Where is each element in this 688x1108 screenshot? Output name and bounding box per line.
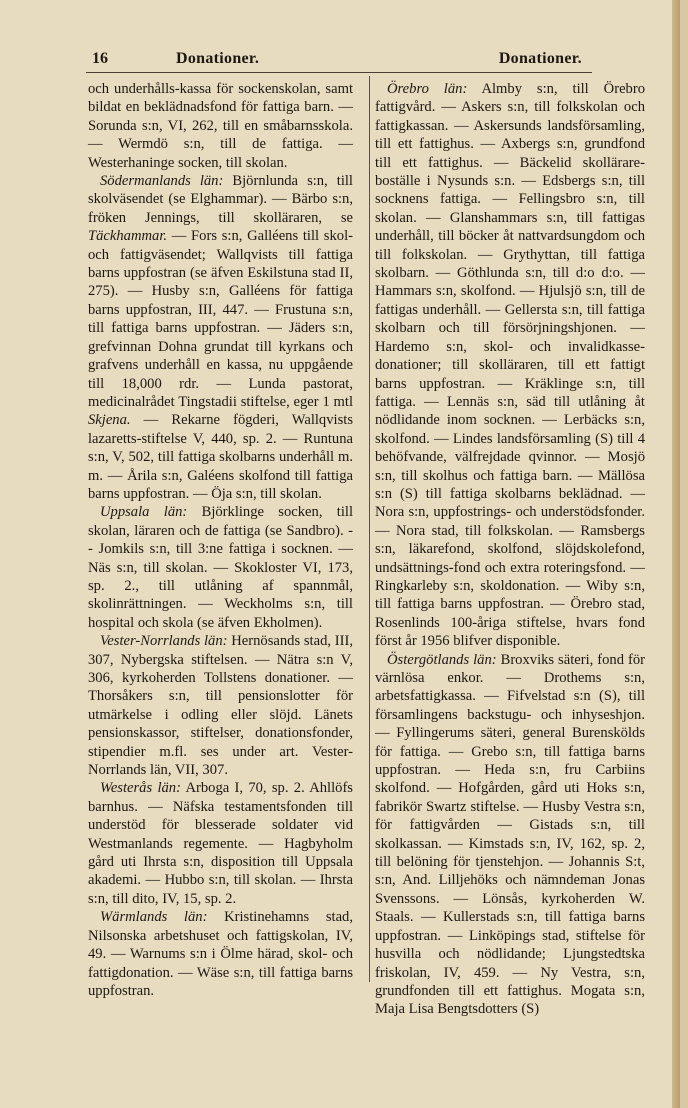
section-heading: Uppsala län: bbox=[100, 504, 188, 521]
paragraph bbox=[88, 779, 353, 908]
running-head-right: Donationer. bbox=[498, 50, 582, 67]
running-head-left: Donationer. bbox=[176, 50, 260, 67]
page-number: 16 bbox=[92, 50, 108, 67]
section-heading: Vester-Norrlands län: bbox=[100, 633, 228, 650]
paragraph bbox=[88, 908, 353, 1000]
paragraph-text: Arboga I, 70, sp. 2. Ahllöfs barnhus. — Näfska testamentsfonden till understöd för blesserade soldater vid Westmanlands regemente. — Hagbyholm gård uti Ihrsta s:n, disposition till Uppsala akademi. — Hubbo s:n, till skolan. — Ihrsta s:n, till dito, IV, 15, sp. 2. bbox=[88, 780, 353, 907]
paragraph bbox=[375, 651, 645, 1019]
paragraph-text: Björklinge socken, till skolan, läraren och de fattiga (se Sandbro). - - Jomkils s:n, till 3:ne fattiga i socknen. — Näs s:n, till skolan. — Skokloster VI, 173, sp. 2., till utlåning af spannmål, skolinrättningen. — Weckholms s:n, till hospital och skola (se äfven Ekholmen). bbox=[88, 504, 353, 631]
section-heading: Wärmlands län: bbox=[100, 909, 208, 926]
paragraph-text: Broxviks säteri, fond för värnlösa enkor. — Drothems s:n, arbetsfattigkassa. — Fifvelstad s:n (S), till församlingens backstugu- och inhyseshjon. — Fyllingerums säteri, general Burenskölds för fattiga. — Grebo s:n, till fattiga barns uppfostran. — Heda s:n, fru Carbiins skolfond. — Hofgården, gård uti Hoks s:n, fabrikör Swartz stiftelse. — Husby Vestra s:n, för fattigvården — Gistads s:n, till skolkassan. — Kimstads s:n, IV, 162, sp. 2, till belöning för tjenstehjon. — Johannis S:t, s:n, And. Lilljehöks och nämndeman Jonas Svenssons. — Lönsås, kyrkoherden W. Staals. — Kullerstads s:n, till fattiga barns uppfostran. — Linköpings stad, stiftelse för husvilla och nödlidande; Ljungstedtska friskolan, IV, 459. — Ny Vestra, s:n, grundfonden till ett fattighus. Mogata s:n, Maja Lisa Bengtsdotters (S) bbox=[375, 651, 645, 1018]
section-heading: Södermanlands län: bbox=[100, 173, 224, 190]
column-divider bbox=[369, 76, 370, 982]
section-heading: Skjena. bbox=[88, 412, 131, 429]
paragraph bbox=[88, 503, 353, 632]
right-column bbox=[375, 80, 645, 1019]
left-column bbox=[88, 80, 353, 1000]
paragraph bbox=[375, 80, 645, 651]
page-edge bbox=[672, 0, 680, 1108]
paragraph-text: — Fors s:n, Galléens till skol- och fattigväsendet; Wallqvists till fattiga barns uppfostran (se äfven Eskilstuna stad II, 275). — Husby s:n, Galléens för fattiga barns uppfostran, III, 447. — Frustuna s:n, till fattiga barns uppfostran. — Jäders s:n, grefvinnan Dohna grundat till kyrkans och grafvens underhåll en kassa, nu uppgående till 18,000 rdr. — Lunda pastorat, medicinalrådet Tingstadii stiftelse, eger 1 mtl bbox=[88, 228, 353, 410]
paragraph-text: — Rekarne fögderi, Wallqvists lazaretts-stiftelse V, 440, sp. 2. — Runtuna s:n, V, 502, till fattiga skolbarns underhåll m. m. — Årila s:n, Galéens skolfond till fattiga barns uppfostran. — Öja s:n, till skolan. bbox=[88, 412, 353, 502]
section-heading: Täckhammar. bbox=[88, 228, 168, 245]
header-rule bbox=[86, 72, 592, 73]
paragraph bbox=[88, 80, 353, 172]
paragraph-text: Hernösands stad, III, 307, Nybergska stiftelsen. — Nätra s:n V, 306, kyrkoherden Tollstens donationer. — Thorsåkers s:n, till pensionslotter för utmärkelse i odling eller slöjd. Länets pensionskassor, stiftelser, donationsfonder, stipendier m.fl. ses under art. Vester-Norrlands län, VII, 307. bbox=[88, 633, 353, 779]
section-heading: Östergötlands län: bbox=[387, 651, 497, 668]
paragraph-text: Almby s:n, till Örebro fattigvård. — Askers s:n, till folkskolan och fattigkassan. — Askersunds landsförsamling, till ett fattighus. — Axbergs s:n, grundfond till ett fattighus. — Bäckelid skollärare-boställe i Nysunds s:n. — Edsbergs s:n, till socknens fattiga. — Fellingsbro s:n, till skolan. — Glanshammars s:n, till fattigas underhåll, till böcker åt nattvardsungdom och till folkskolan. — Grythyttan, till fattiga skolbarn. — Göthlunda s:n, till d:o d:o. — Hammars s:n, skolfond. — Hjulsjö s:n, till de fattigas underhåll. — Gellersta s:n, till fattiga skolbarn och till försörjningshjonen. — Hardemo s:n, skol- och invalidkasse-donationer; till skolläraren, till ett fattigt barns uppfostran. — Kräklinge s:n, till fattiga. — Lennäs s:n, säd till utlåning åt nödlidande inom socknen. — Lerbäcks s:n, skolfond. — Lindes landsförsamling (S) till 4 behöfvande, välfrejdade qvinnor. — Mosjö s:n, till skolhus och fattiga barn. — Mällösa s:n (S) till fattiga skolbarns beklädnad. — Nora s:n, uppfostrings- och understödsfonder. — Nora stad, till folkskolan. — Ramsbergs s:n, läkarefond, skolfond, slöjdskolefond, undsättnings-fond och extra roteringsfond. — Ringkarleby s:n, skoldonation. — Wiby s:n, till fattiga barns uppfostran. — Örebro stad, Rosenlinds 100-åriga stiftelse, hvars fond först år 1956 blifver disponible. bbox=[375, 81, 645, 650]
page-header bbox=[86, 46, 592, 72]
paragraph-text: och underhålls-kassa för sockenskolan, samt bildat en beklädnadsfond för fattiga barn. — Sorunda s:n, VI, 262, till en småbarnsskola. — Wermdö s:n, till de fattiga. — Westerhaninge socken, till skolan. bbox=[88, 81, 353, 171]
paragraph bbox=[88, 172, 353, 503]
paragraph bbox=[88, 632, 353, 779]
paragraph-text: Kristinehamns stad, Nilsonska arbetshuset och fattigskolan, IV, 49. — Warnums s:n i Ölme härad, skol- och fattigdonation. — Wäse s:n, till fattiga barns uppfostran. bbox=[88, 909, 353, 999]
paragraph-text: Björnlunda s:n, till skolväsendet (se Elghammar). — Bärbo s:n, fröken Jennings, till skolläraren, se bbox=[88, 173, 353, 226]
section-heading: Westerås län: bbox=[100, 780, 181, 797]
section-heading: Örebro län: bbox=[387, 81, 468, 97]
